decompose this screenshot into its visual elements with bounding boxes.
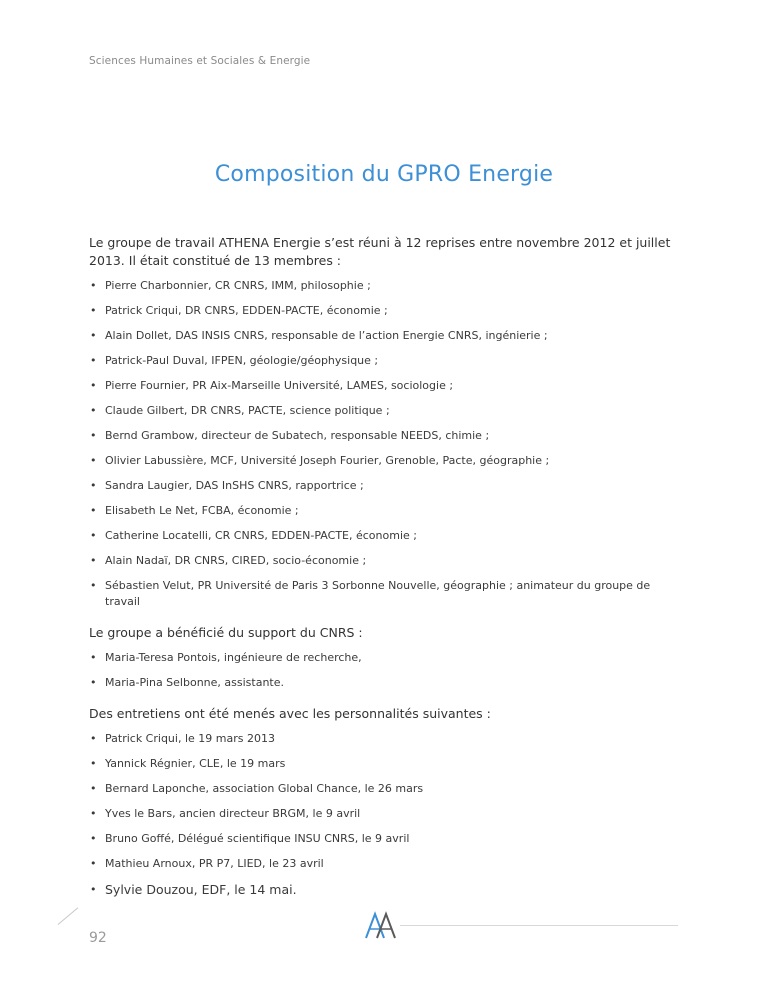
footer-rule: [400, 925, 678, 926]
interviews-list: [89, 731, 684, 898]
interview-item: • Sylvie Douzou, EDF, le 14 mai.: [90, 882, 297, 897]
footer-accent-line: [58, 907, 79, 924]
athena-logo-icon: [364, 910, 398, 940]
bullet-icon: •: [90, 404, 97, 417]
bullet-icon: •: [90, 782, 97, 795]
bullet-icon: •: [90, 379, 97, 392]
member-item: • Elisabeth Le Net, FCBA, économie ;: [90, 504, 299, 517]
bullet-icon: •: [90, 579, 97, 592]
member-item: • Olivier Labussière, MCF, Université Joseph Fourier, Grenoble, Pacte, géographie ;: [90, 454, 550, 467]
bullet-icon: •: [90, 429, 97, 442]
interview-item: • Mathieu Arnoux, PR P7, LIED, le 23 avril: [90, 857, 324, 870]
interview-item: • Yannick Régnier, CLE, le 19 mars: [90, 757, 286, 770]
bullet-icon: •: [90, 807, 97, 820]
bullet-icon: •: [90, 304, 97, 317]
member-item: • Bernd Grambow, directeur de Subatech, responsable NEEDS, chimie ;: [90, 429, 490, 442]
member-item: • Pierre Charbonnier, CR CNRS, IMM, philosophie ;: [90, 279, 371, 292]
interview-item: • Bernard Laponche, association Global Chance, le 26 mars: [90, 782, 424, 795]
bullet-icon: •: [90, 279, 97, 292]
members-list: [89, 278, 684, 610]
interview-item: • Yves le Bars, ancien directeur BRGM, le 9 avril: [90, 807, 361, 820]
bullet-icon: •: [90, 883, 97, 896]
intro-paragraph: Le groupe de travail ATHENA Energie s’est réuni à 12 reprises entre novembre 2012 et juillet 2013. Il était constitué de 13 membres :: [89, 235, 671, 268]
support-list: [89, 650, 684, 691]
bullet-icon: •: [90, 857, 97, 870]
page-number: 92: [89, 930, 107, 946]
member-item: • Patrick Criqui, DR CNRS, EDDEN-PACTE, économie ;: [90, 304, 388, 317]
bullet-icon: •: [90, 651, 97, 664]
interview-item: • Bruno Goffé, Délégué scientifique INSU CNRS, le 9 avril: [90, 832, 410, 845]
bullet-icon: •: [90, 554, 97, 567]
bullet-icon: •: [90, 479, 97, 492]
interview-item: • Patrick Criqui, le 19 mars 2013: [90, 732, 275, 745]
member-item: • Pierre Fournier, PR Aix-Marseille Université, LAMES, sociologie ;: [90, 379, 454, 392]
bullet-icon: •: [90, 529, 97, 542]
member-item: • Alain Dollet, DAS INSIS CNRS, responsable de l’action Energie CNRS, ingénierie ;: [90, 329, 548, 342]
support-item: • Maria-Pina Selbonne, assistante.: [90, 676, 284, 689]
interviews-lead: Des entretiens ont été menés avec les personnalités suivantes :: [89, 706, 491, 721]
bullet-icon: •: [90, 676, 97, 689]
running-header: Sciences Humaines et Sociales & Energie: [89, 55, 311, 67]
support-lead: Le groupe a bénéficié du support du CNRS :: [89, 625, 363, 640]
page-content: [89, 234, 684, 907]
bullet-icon: •: [90, 504, 97, 517]
bullet-icon: •: [90, 454, 97, 467]
support-item: • Maria-Teresa Pontois, ingénieure de recherche,: [90, 651, 362, 664]
bullet-icon: •: [90, 329, 97, 342]
bullet-icon: •: [90, 757, 97, 770]
page-title: Composition du GPRO Energie: [214, 161, 554, 187]
member-item: • Claude Gilbert, DR CNRS, PACTE, science politique ;: [90, 404, 390, 417]
member-item: • Sandra Laugier, DAS InSHS CNRS, rapportrice ;: [90, 479, 364, 492]
bullet-icon: •: [90, 832, 97, 845]
bullet-icon: •: [90, 354, 97, 367]
member-item: • Catherine Locatelli, CR CNRS, EDDEN-PACTE, économie ;: [90, 529, 417, 542]
member-item: • Alain Nadaï, DR CNRS, CIRED, socio-économie ;: [90, 554, 367, 567]
bullet-icon: •: [90, 732, 97, 745]
member-item: • Sébastien Velut, PR Université de Paris 3 Sorbonne Nouvelle, géographie ; animateur du groupe de travail: [90, 579, 651, 608]
member-item: • Patrick-Paul Duval, IFPEN, géologie/géophysique ;: [90, 354, 379, 367]
